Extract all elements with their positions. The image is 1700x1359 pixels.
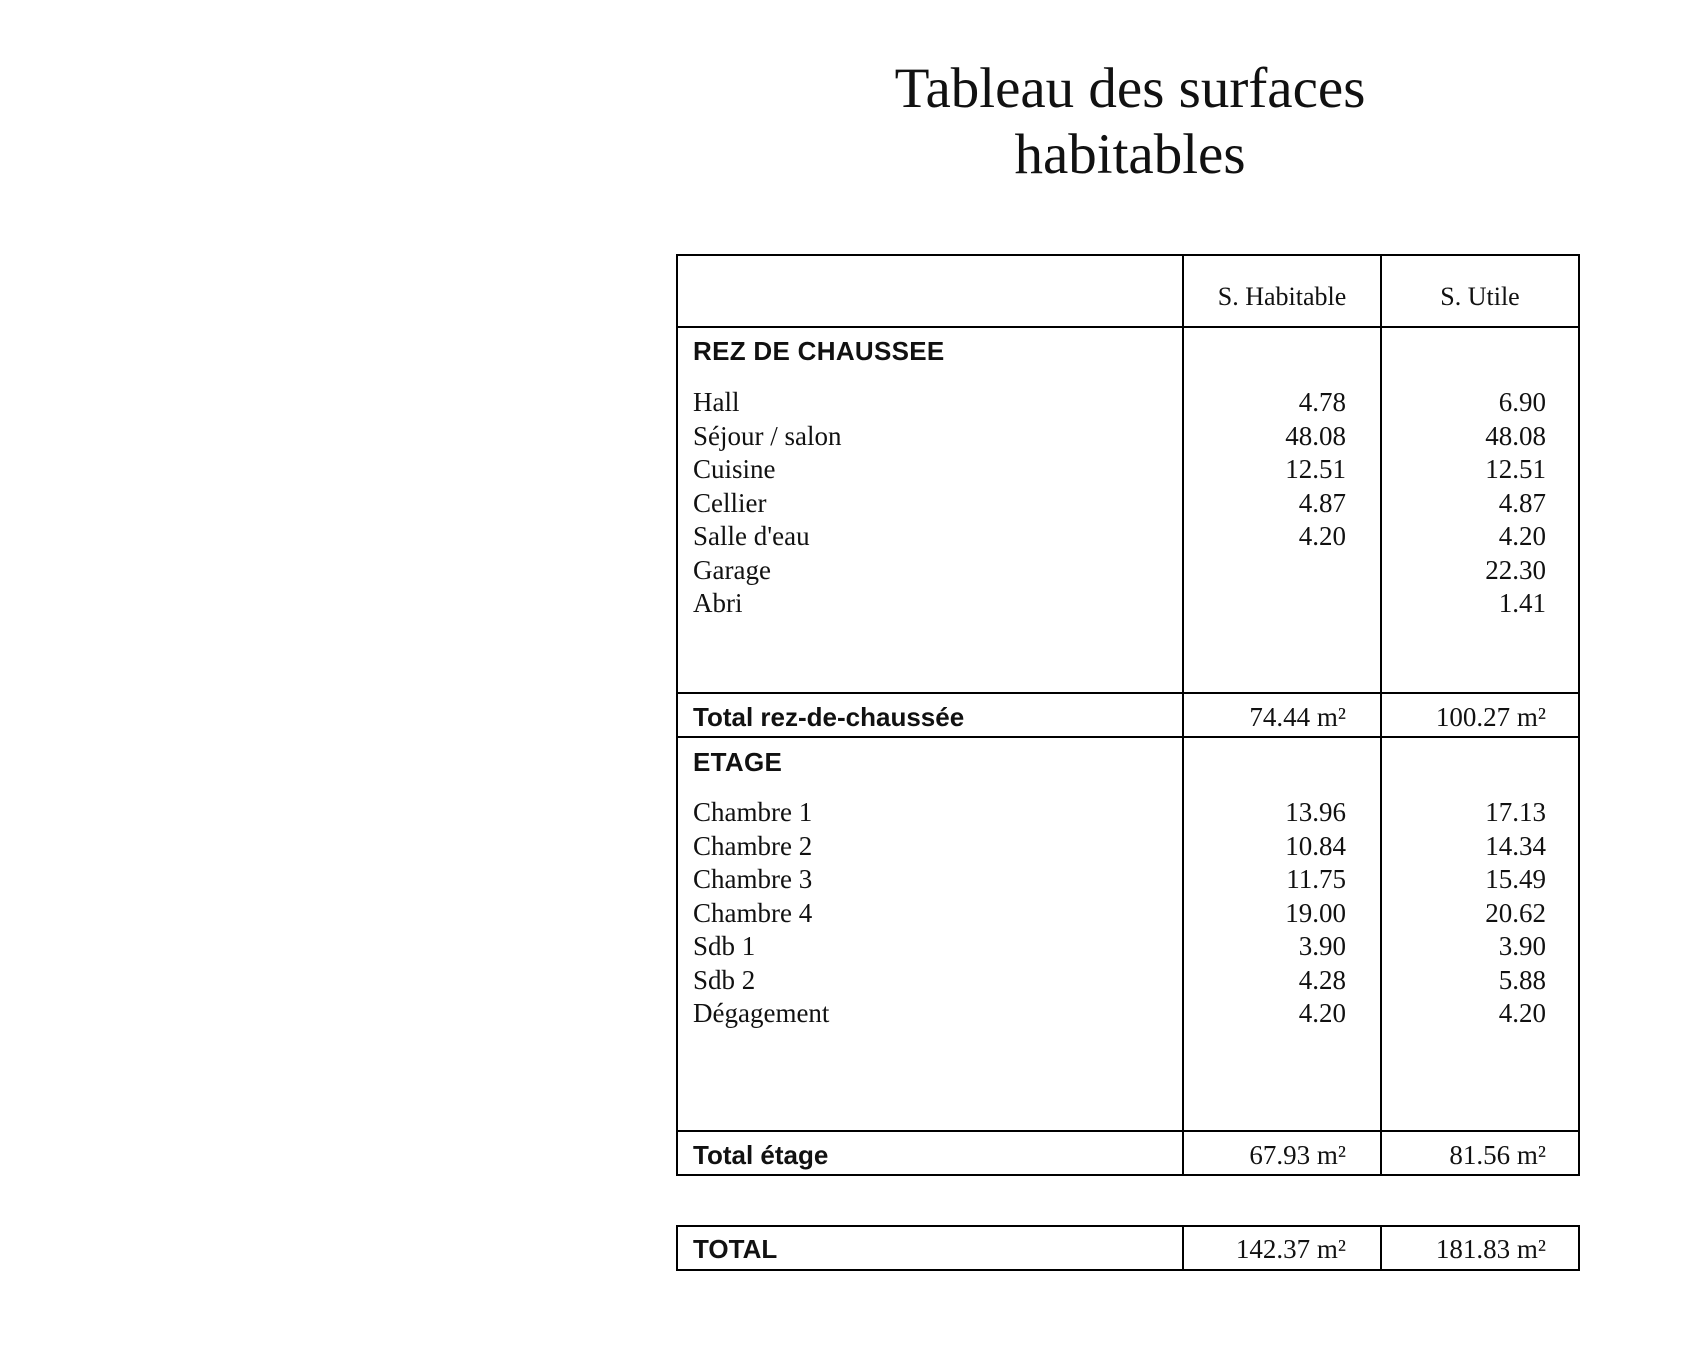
section-divider	[678, 1130, 1578, 1132]
column-header-utile: S. Utile	[1440, 282, 1520, 311]
surfaces-table	[676, 254, 1580, 1176]
row-utile: 22.30	[1485, 554, 1546, 585]
row-utile: 12.51	[1485, 454, 1546, 484]
section-divider	[678, 736, 1578, 738]
total-label: Total étage	[693, 1140, 829, 1170]
row-label: Séjour / salon	[693, 420, 842, 451]
column-divider	[1380, 1227, 1382, 1269]
row-habitable: 4.78	[1298, 387, 1346, 417]
table-row	[678, 554, 1578, 588]
row-habitable: 10.84	[1285, 830, 1346, 861]
table-row	[678, 453, 1578, 487]
row-habitable: 48.08	[1285, 420, 1346, 451]
table-row	[678, 930, 1578, 964]
table-row	[678, 487, 1578, 521]
rdc-rows	[678, 386, 1578, 621]
row-habitable: 4.20	[1298, 521, 1346, 551]
table-row	[678, 520, 1578, 554]
title-line-2: habitables	[1014, 123, 1246, 186]
row-habitable: 4.28	[1298, 964, 1346, 995]
table-row	[678, 997, 1578, 1031]
grand-total-label: TOTAL	[693, 1234, 778, 1264]
row-label: Chambre 3	[693, 864, 813, 894]
row-utile: 6.90	[1498, 387, 1546, 417]
row-label: Sdb 1	[693, 931, 756, 961]
row-label: Chambre 2	[693, 830, 813, 861]
table-row	[678, 420, 1578, 454]
table-row	[678, 796, 1578, 830]
table-row	[678, 386, 1578, 420]
table-row	[678, 587, 1578, 621]
row-utile: 3.90	[1498, 931, 1546, 961]
grand-total-table	[676, 1225, 1580, 1271]
row-utile: 5.88	[1498, 964, 1546, 995]
row-utile: 48.08	[1485, 420, 1546, 451]
table-row	[678, 897, 1578, 931]
total-habitable: 67.93 m²	[1249, 1140, 1346, 1170]
section-divider	[678, 692, 1578, 694]
row-label: Garage	[693, 554, 771, 585]
row-habitable: 3.90	[1298, 931, 1346, 961]
table-row	[678, 830, 1578, 864]
total-label: Total rez-de-chaussée	[693, 702, 965, 732]
row-utile: 15.49	[1485, 864, 1546, 894]
row-label: Abri	[693, 588, 743, 618]
row-label: Cuisine	[693, 454, 776, 484]
row-label: Dégagement	[693, 998, 830, 1028]
header-divider	[678, 326, 1578, 328]
row-habitable: 19.00	[1285, 897, 1346, 928]
table-row	[678, 863, 1578, 897]
row-utile: 17.13	[1485, 797, 1546, 827]
section-heading-etage: ETAGE	[693, 747, 783, 777]
grand-total-utile: 181.83 m²	[1435, 1234, 1546, 1264]
row-utile: 1.41	[1498, 588, 1546, 618]
row-habitable: 12.51	[1285, 454, 1346, 484]
row-label: Cellier	[693, 487, 767, 518]
row-label: Sdb 2	[693, 964, 756, 995]
row-habitable: 4.87	[1298, 487, 1346, 518]
row-habitable: 11.75	[1286, 864, 1346, 894]
total-habitable: 74.44 m²	[1249, 702, 1346, 732]
column-header-habitable: S. Habitable	[1217, 282, 1347, 311]
total-utile: 100.27 m²	[1435, 702, 1546, 732]
row-utile: 14.34	[1485, 830, 1546, 861]
section-heading-rdc: REZ DE CHAUSSEE	[693, 336, 945, 366]
title-line-1: Tableau des surfaces	[894, 57, 1366, 120]
row-habitable: 13.96	[1285, 797, 1346, 827]
column-divider	[1182, 1227, 1184, 1269]
grand-total-habitable: 142.37 m²	[1235, 1234, 1346, 1264]
row-utile: 20.62	[1485, 897, 1546, 928]
row-habitable: 4.20	[1298, 998, 1346, 1028]
row-utile: 4.87	[1498, 487, 1546, 518]
row-label: Chambre 4	[693, 897, 813, 928]
page-title	[780, 56, 1480, 188]
row-utile: 4.20	[1498, 521, 1546, 551]
etage-rows	[678, 796, 1578, 1031]
row-label: Hall	[693, 387, 740, 417]
total-utile: 81.56 m²	[1449, 1140, 1546, 1170]
row-utile: 4.20	[1498, 998, 1546, 1028]
row-label: Salle d'eau	[693, 521, 810, 551]
row-label: Chambre 1	[693, 797, 813, 827]
table-row	[678, 964, 1578, 998]
